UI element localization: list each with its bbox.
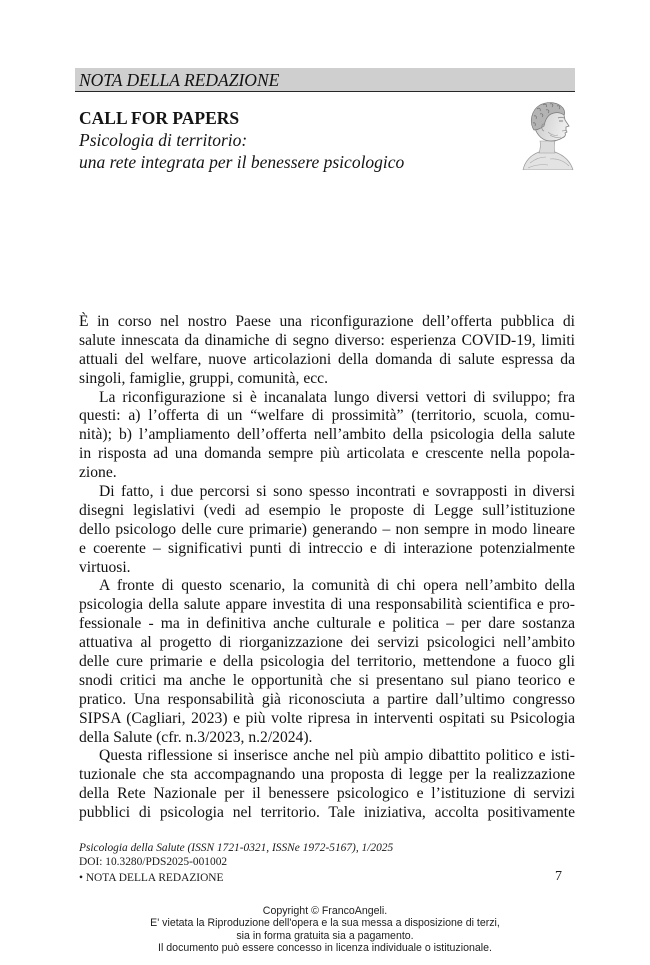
copyright-notice: [0, 905, 650, 955]
doi-text: DOI: 10.3280/PDS2025-001002: [79, 856, 228, 868]
body-line: psicologia della salute appare investita di una responsabilità scientifica e pro-: [79, 596, 575, 614]
section-label: NOTA DELLA REDAZIONE: [79, 70, 280, 90]
body-line: della Rete Nazionale per il benessere psicologico e l’istituzione di servizi: [79, 785, 575, 803]
body-line: pubblici di psicologia nel territorio. Tale iniziativa, accolta positivamente: [79, 804, 575, 822]
article-subtitle-line: Psicologia di territorio:: [79, 130, 248, 150]
body-line: Di fatto, i due percorsi si sono spesso incontrati e sovrapposti in diversi: [99, 483, 575, 501]
body-line: disegni legislativi (vedi ad esempio le proposte di Legge sull’istituzione: [79, 501, 575, 519]
journal-citation: Psicologia della Salute (ISSN 1721-0321, ISSNe 1972-5167), 1/2025: [79, 842, 394, 854]
page-number: 7: [555, 869, 562, 884]
body-line: attuali del welfare, nuove articolazioni della domanda di salute espressa da: [79, 350, 575, 368]
body-paragraph: [79, 483, 575, 577]
copyright-line: Copyright © FrancoAngeli.: [262, 905, 388, 917]
portrait-sketch-image: [520, 97, 575, 170]
copyright-line: E' vietata la Riproduzione dell'opera e la sua messa a disposizione di terzi,: [150, 917, 500, 930]
footer-section-label: • NOTA DELLA REDAZIONE: [79, 872, 224, 884]
body-line: e coerente – significativi punti di intreccio e di interazione potenzialmente: [79, 539, 575, 557]
body-line: nità); b) l’ampliamento dell’offerta nell’ambito della psicologia della salute: [79, 426, 575, 444]
article-heading: CALL FOR PAPERS: [79, 108, 240, 128]
body-line: in risposta ad una domanda sempre più articolata e crescente nella popola-: [79, 445, 575, 463]
body-paragraph: [79, 747, 575, 823]
body-line: fessionale - ma in definitiva anche culturale e politica – per dare sostanza: [79, 615, 575, 633]
body-line: della Salute (cfr. n.3/2023, n.2/2024).: [79, 728, 313, 746]
copyright-line: Il documento può essere concesso in licenza individuale o istituzionale.: [158, 942, 492, 955]
body-line: delle cure primarie e della psicologia del territorio, mettendone a fuoco gli: [79, 653, 575, 671]
body-line: pratico. Una responsabilità già riconosciuta a partire dall’ultimo congresso: [79, 690, 575, 708]
article-subtitle-line: una rete integrata per il benessere psicologico: [79, 152, 405, 172]
body-line: tuzionale che sta accompagnando una proposta di legge per la realizzazione: [79, 766, 575, 784]
body-line: zione.: [79, 464, 117, 482]
body-line: singoli, famiglie, gruppi, comunità, ecc.: [79, 369, 329, 387]
body-line: salute innescata da dinamiche di segno diverso: esperienza COVID-19, limiti: [79, 331, 575, 349]
section-band: [75, 68, 575, 92]
body-line: snodi critici ma anche le opportunità che si presentano sul piano teorico e: [79, 671, 575, 689]
article-body: [79, 313, 575, 823]
body-line: A fronte di questo scenario, la comunità di chi opera nell’ambito della: [99, 577, 575, 595]
article-title-block: [79, 107, 509, 173]
body-paragraph: [79, 389, 575, 483]
body-line: È in corso nel nostro Paese una riconfigurazione dell’offerta pubblica di: [79, 313, 575, 330]
body-line: SIPSA (Cagliari, 2023) e più volte ripresa in interventi ospitati su Psicologia: [79, 709, 575, 727]
copyright-line: sia in forma gratuita sia a pagamento.: [236, 929, 414, 942]
body-line: questi: a) l’offerta di un “welfare di prossimità” (territorio, scuola, comu-: [79, 407, 575, 425]
body-line: Questa riflessione si inserisce anche nel più ampio dibattito politico e isti-: [99, 747, 575, 765]
body-line: virtuosi.: [79, 558, 131, 576]
body-paragraph: [79, 313, 575, 389]
body-line: La riconfigurazione si è incanalata lungo diversi vettori di sviluppo; fra: [99, 388, 575, 406]
body-paragraph: [79, 577, 575, 747]
body-line: dello psicologo delle cure primarie) generando – non sempre in modo lineare: [79, 520, 575, 538]
body-line: attuativa al progetto di riorganizzazione dei servizi psicologici nell’ambito: [79, 634, 575, 652]
